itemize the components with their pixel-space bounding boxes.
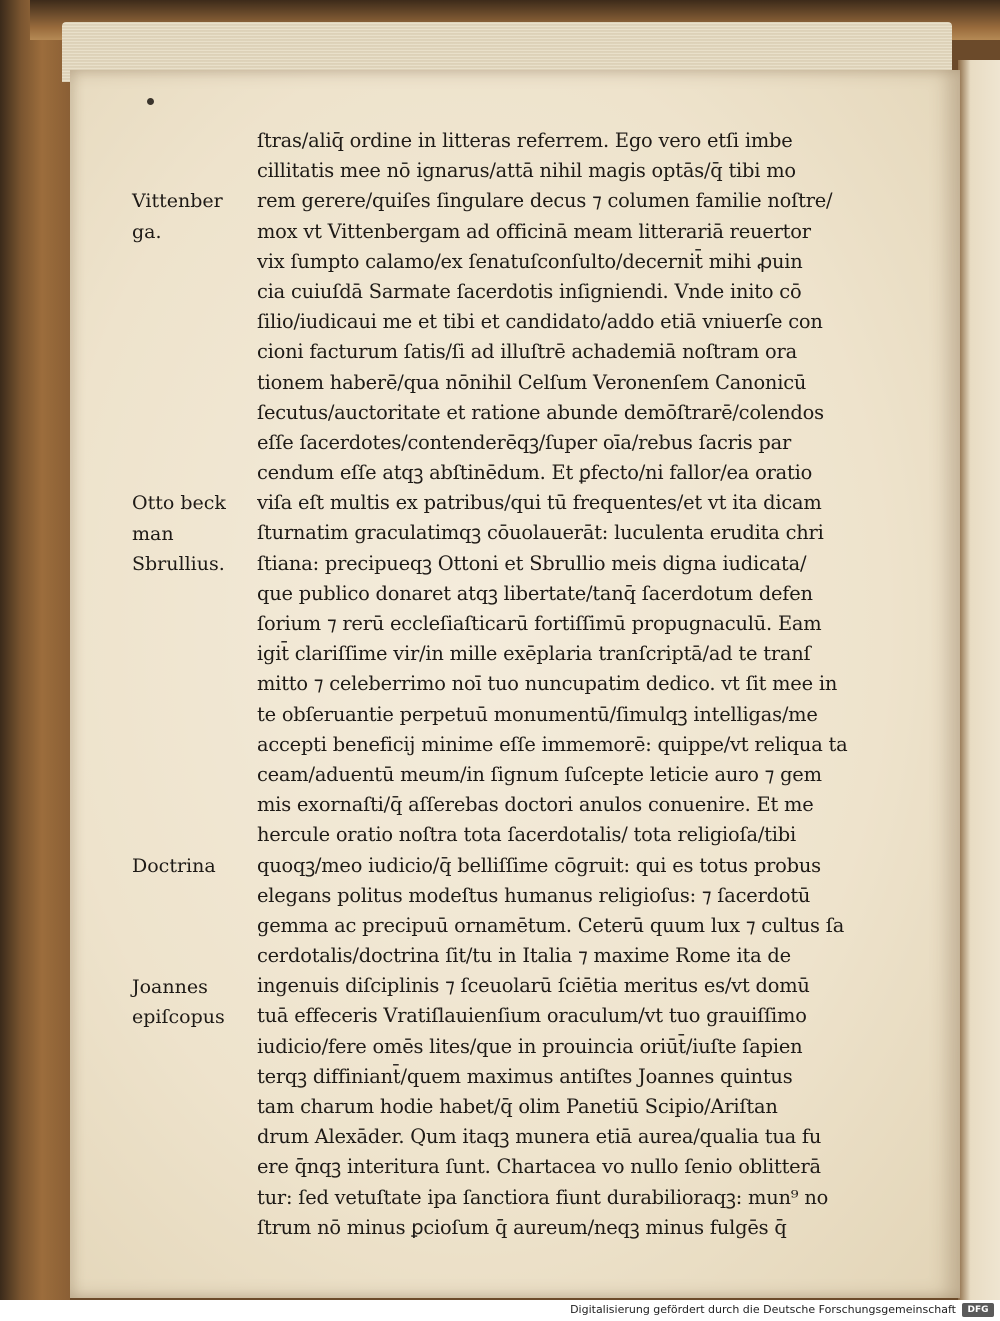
text-line: mis exornaſti/q̄ aſſerebas doctori anulos conuenire. Et me bbox=[257, 793, 814, 817]
text-line: hercule oratio noſtra tota ſacerdotalis/ tota religioſa/tibi bbox=[257, 823, 796, 847]
text-line: cioni facturum ſatis/ſi ad illuſtrē achademiā noſtram ora bbox=[257, 340, 797, 364]
text-line: eſſe ſacerdotes/contenderēqꝫ/ſuper oīa/rebus ſacris par bbox=[257, 430, 792, 454]
ink-dot bbox=[147, 98, 154, 105]
text-line: te obſeruantie perpetuū monumentū/ſimulqꝫ intelligas/me bbox=[257, 702, 818, 726]
text-line: vix ſumpto calamo/ex ſenatuſconſulto/decernit̄ mihi ꝓuin bbox=[257, 249, 803, 273]
margin-note: man bbox=[132, 522, 174, 545]
text-line: ere q̄nqꝫ interitura ſunt. Chartacea vo nullo ſenio oblitterā bbox=[257, 1155, 821, 1179]
margin-note: Sbrullius. bbox=[132, 552, 225, 575]
text-line: elegans politus modeſtus humanus religioſus: ⁊ ſacerdotū bbox=[257, 883, 811, 907]
margin-note: epiſcopus bbox=[132, 1005, 225, 1028]
text-line: cillitatis mee nō ignarus/attā nihil magis optās/q̄ tibi mo bbox=[257, 159, 796, 183]
margin-note: Vittenber bbox=[132, 190, 223, 213]
text-line: ceam/aduentū meum/in ſignum ſuſcepte leticie auro ⁊ gem bbox=[257, 762, 822, 786]
main-text-block bbox=[257, 126, 862, 1243]
text-line: iudicio/fere omēs lites/que in prouincia oriūt̄/iuſte ſapien bbox=[257, 1034, 803, 1058]
text-line: cendum eſſe atqꝫ abſtinēdum. Et ꝑfecto/ni fallor/ea oratio bbox=[257, 461, 813, 485]
footer-bar bbox=[0, 1300, 1000, 1321]
text-line: cia cuiuſdā Sarmate ſacerdotis inſigniendi. Vnde inito cō bbox=[257, 279, 802, 303]
text-line: ſtras/aliq̄ ordine in litteras referrem. Ego vero etſi imbe bbox=[257, 129, 793, 152]
margin-note: Doctrina bbox=[132, 854, 216, 877]
text-line: drum Alexāder. Qum itaqꝫ munera etiā aurea/qualia tua fu bbox=[257, 1125, 822, 1149]
text-line: que publico donaret atqꝫ libertate/tanq̄ ſacerdotum defen bbox=[257, 581, 813, 605]
text-line: rem gerere/quiſes ſingulare decus ⁊ columen familie noſtre/ bbox=[257, 189, 833, 213]
text-line: tur: ſed vetuſtate ipa ſanctiora fiunt durabilioraqꝫ: mun⁹ no bbox=[257, 1185, 829, 1209]
text-line: ingenuis diſciplinis ⁊ ſceuolarū ſciētia meritus es/vt domū bbox=[257, 974, 810, 998]
text-line: viſa eſt multis ex patribus/qui tū frequentes/et vt ita dicam bbox=[257, 491, 822, 515]
text-line: ſturnatim graculatimqꝫ cōuolauerāt: luculenta erudita chri bbox=[257, 521, 824, 545]
margin-note: ga. bbox=[132, 220, 162, 243]
margin-note: Joannes bbox=[132, 975, 208, 998]
text-line: ſtrum nō minus ꝑcioſum q̄ aureum/neqꝫ minus fulgēs q̄ bbox=[257, 1215, 787, 1239]
text-line: accepti beneficij minime eſſe immemorē: quippe/vt reliqua ta bbox=[257, 732, 848, 756]
facing-page bbox=[958, 60, 1000, 1300]
text-line: quoqꝫ/meo iudicio/q̄ belliſſime cōgruit: qui es totus probus bbox=[257, 853, 821, 877]
text-line: terqꝫ diffiniant̄/quem maximus antiſtes Joannes quintus bbox=[257, 1064, 793, 1088]
book-cover-left bbox=[0, 0, 70, 1300]
text-line: ſilio/iudicaui me et tibi et candidato/addo etiā vniuerſe con bbox=[257, 310, 823, 334]
text-line: ſorium ⁊ rerū eccleſiaſticarū fortiſſimū propugnaculū. Eam bbox=[257, 612, 822, 635]
text-line: mox vt Vittenbergam ad officinā meam litterariā reuertor bbox=[257, 219, 811, 243]
text-line: tionem haberē/qua nōnihil Celſum Veronenſem Canonicū bbox=[257, 370, 807, 394]
text-line: cerdotalis/doctrina ſit/tu in Italia ⁊ maxime Rome ita de bbox=[257, 944, 791, 968]
text-line: igit̄ clariſſime vir/in mille exēplaria tranſcriptā/ad te tranſ bbox=[257, 642, 811, 666]
text-line: mitto ⁊ celeberrimo noī tuo nuncupatim dedico. vt ſit mee in bbox=[257, 672, 838, 696]
text-line: gemma ac precipuū ornamētum. Ceterū quum lux ⁊ cultus ſa bbox=[257, 913, 845, 937]
text-line: ſtiana: precipueqꝫ Ottoni et Sbrullio meis digna iudicata/ bbox=[257, 551, 807, 575]
text-line: tuā effeceris Vratiſlauienſium oraculum/vt tuo grauiſſimo bbox=[257, 1004, 807, 1028]
text-line: tam charum hodie habet/q̄ olim Panetiū Scipio/Ariſtan bbox=[257, 1095, 778, 1118]
funding-notice: Digitalisierung gefördert durch die Deutsche Forschungsgemeinschaft bbox=[570, 1303, 956, 1316]
dfg-logo: DFG bbox=[962, 1303, 994, 1317]
margin-note: Otto beck bbox=[132, 492, 226, 515]
text-line: ſecutus/auctoritate et ratione abunde demōſtrarē/colendos bbox=[257, 400, 824, 424]
